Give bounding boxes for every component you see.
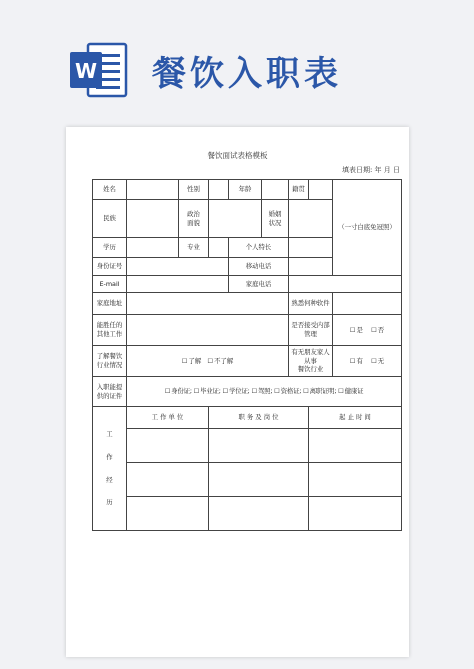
label-gender: 性别 <box>179 180 209 200</box>
label-other-work: 能胜任的 其他工作 <box>93 315 127 346</box>
field-id-number[interactable] <box>127 258 229 276</box>
field-name[interactable] <box>127 180 179 200</box>
checkbox-diploma[interactable]: ☐毕业证; <box>193 387 221 396</box>
fill-date-label: 填表日期: 年 月 日 <box>341 166 400 174</box>
field-mobile[interactable] <box>289 258 333 276</box>
label-major: 专业 <box>179 238 209 258</box>
label-political-status: 政治 面貌 <box>179 200 209 238</box>
label-id-number: 身份证号 <box>93 258 127 276</box>
label-age: 年龄 <box>229 180 262 200</box>
field-major[interactable] <box>209 238 229 258</box>
checkbox-health-cert[interactable]: ☐健康证 <box>338 387 364 396</box>
checkbox-resignation-proof[interactable]: ☐离职证明; <box>303 387 337 396</box>
checkbox-know[interactable]: ☐了解 <box>181 356 202 365</box>
options-accept-management <box>333 315 402 346</box>
document-title: 餐饮面试表格模板 <box>207 151 268 160</box>
word-document-icon <box>66 38 130 102</box>
label-accept-management: 是否接受内部管理 <box>289 315 333 346</box>
checkbox-none[interactable]: ☐无 <box>371 356 385 365</box>
work-unit-cell[interactable] <box>127 463 209 497</box>
checkbox-have[interactable]: ☐有 <box>349 356 363 365</box>
field-education[interactable] <box>127 238 179 258</box>
label-specialty: 个人特长 <box>229 238 289 258</box>
label-relatives-in-industry: 有无朋友家人从事 餐饮行业 <box>289 346 333 377</box>
field-native-place[interactable] <box>309 180 333 200</box>
checkbox-yes[interactable]: ☐是 <box>349 325 363 334</box>
field-ethnicity[interactable] <box>127 200 179 238</box>
field-political-status[interactable] <box>209 200 262 238</box>
label-home-address: 家庭地址 <box>93 293 127 315</box>
word-icon-letter: W <box>74 59 98 83</box>
banner-title: 餐饮入职表 <box>152 54 342 94</box>
header-period: 起 止 时 间 <box>309 407 402 429</box>
period-cell[interactable] <box>309 429 402 463</box>
checkbox-dont-know[interactable]: ☐不了解 <box>207 356 234 365</box>
label-name: 姓名 <box>93 180 127 200</box>
label-ethnicity: 民族 <box>93 200 127 238</box>
label-email: E-mail <box>93 276 127 293</box>
photo-box: （一寸白底免冠照） <box>333 180 402 276</box>
checkbox-id-card[interactable]: ☐身份证; <box>164 387 192 396</box>
label-work-experience: 工 作 经 历 <box>93 407 127 531</box>
label-native-place: 籍贯 <box>289 180 309 200</box>
label-marital-status: 婚姻 状况 <box>262 200 289 238</box>
label-home-phone: 家庭电话 <box>229 276 289 293</box>
work-unit-cell[interactable] <box>127 497 209 531</box>
options-documents <box>127 377 402 407</box>
label-know-industry: 了解餐饮 行业情况 <box>93 346 127 377</box>
label-education: 学历 <box>93 238 127 258</box>
position-cell[interactable] <box>209 463 309 497</box>
checkbox-degree[interactable]: ☐学位证; <box>222 387 250 396</box>
options-know-industry <box>127 346 289 377</box>
position-cell[interactable] <box>209 429 309 463</box>
label-provided-documents: 入职能提 供的证件 <box>93 377 127 407</box>
label-software: 熟悉何种软件 <box>289 293 333 315</box>
label-mobile: 移动电话 <box>229 258 289 276</box>
field-specialty[interactable] <box>289 238 333 258</box>
period-cell[interactable] <box>309 497 402 531</box>
field-age[interactable] <box>262 180 289 200</box>
field-home-phone[interactable] <box>289 276 402 293</box>
position-cell[interactable] <box>209 497 309 531</box>
checkbox-license[interactable]: ☐驾照; <box>251 387 273 396</box>
work-unit-cell[interactable] <box>127 429 209 463</box>
field-marital-status[interactable] <box>289 200 333 238</box>
field-other-work[interactable] <box>127 315 289 346</box>
field-gender[interactable] <box>209 180 229 200</box>
document-page <box>66 127 409 657</box>
checkbox-no[interactable]: ☐否 <box>371 325 385 334</box>
field-email[interactable] <box>127 276 229 293</box>
options-relatives <box>333 346 402 377</box>
header-work-unit: 工 作 单 位 <box>127 407 209 429</box>
banner <box>0 0 474 120</box>
checkbox-qualification[interactable]: ☐资格证; <box>274 387 302 396</box>
period-cell[interactable] <box>309 463 402 497</box>
application-form-table <box>92 179 402 531</box>
field-home-address[interactable] <box>127 293 289 315</box>
header-position: 职 务 及 岗 位 <box>209 407 309 429</box>
field-software[interactable] <box>333 293 402 315</box>
